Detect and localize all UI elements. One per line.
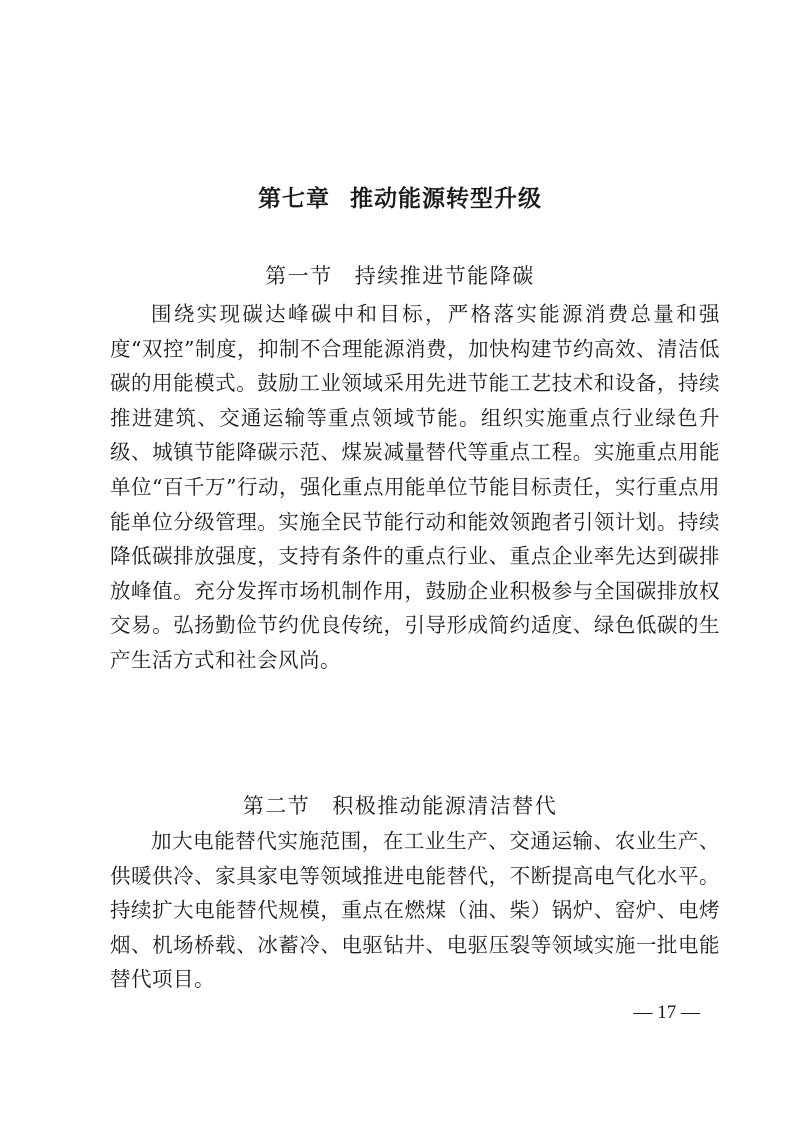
page-number: — 17 — bbox=[633, 1002, 700, 1023]
chapter-title-text: 推动能源转型升级 bbox=[350, 186, 542, 212]
section-1-title: 持续推进节能降碳 bbox=[354, 264, 535, 288]
section-1-heading bbox=[0, 260, 800, 290]
section-2-heading bbox=[0, 790, 800, 820]
section-1-number: 第一节 bbox=[265, 264, 333, 288]
section-2-title: 积极推动能源清洁替代 bbox=[332, 794, 558, 818]
section-1-paragraph: 围绕实现碳达峰碳中和目标，严格落实能源消费总量和强度“双控”制度，抑制不合理能源消费，加快构建节约高效、清洁低碳的用能模式。鼓励工业领域采用先进节能工艺技术和设备，持续推进建筑、交通运输等重点领域节能。组织实施重点行业绿色升级、城镇节能降碳示范、煤炭减量替代等重点工程。实施重点用能单位“百千万”行动，强化重点用能单位节能目标责任，实行重点用能单位分级管理。实施全民节能行动和能效领跑者引领计划。持续降低碳排放强度，支持有条件的重点行业、重点企业率先达到碳排放峰值。充分发挥市场机制作用，鼓励企业积极参与全国碳排放权交易。弘扬勤俭节约优良传统，引导形成简约适度、绿色低碳的生产生活方式和社会风尚。 bbox=[110, 302, 720, 672]
chapter-title bbox=[0, 180, 800, 213]
section-2-paragraph: 加大电能替代实施范围，在工业生产、交通运输、农业生产、供暖供冷、家具家电等领域推进电能替代，不断提高电气化水平。持续扩大电能替代规模，重点在燃煤（油、柴）锅炉、窑炉、电烤烟、机场桥载、冰蓄冷、电驱钻井、电驱压裂等领域实施一批电能替代项目。 bbox=[110, 829, 720, 992]
chapter-number: 第七章 bbox=[258, 186, 330, 212]
section-2-number: 第二节 bbox=[242, 794, 311, 818]
